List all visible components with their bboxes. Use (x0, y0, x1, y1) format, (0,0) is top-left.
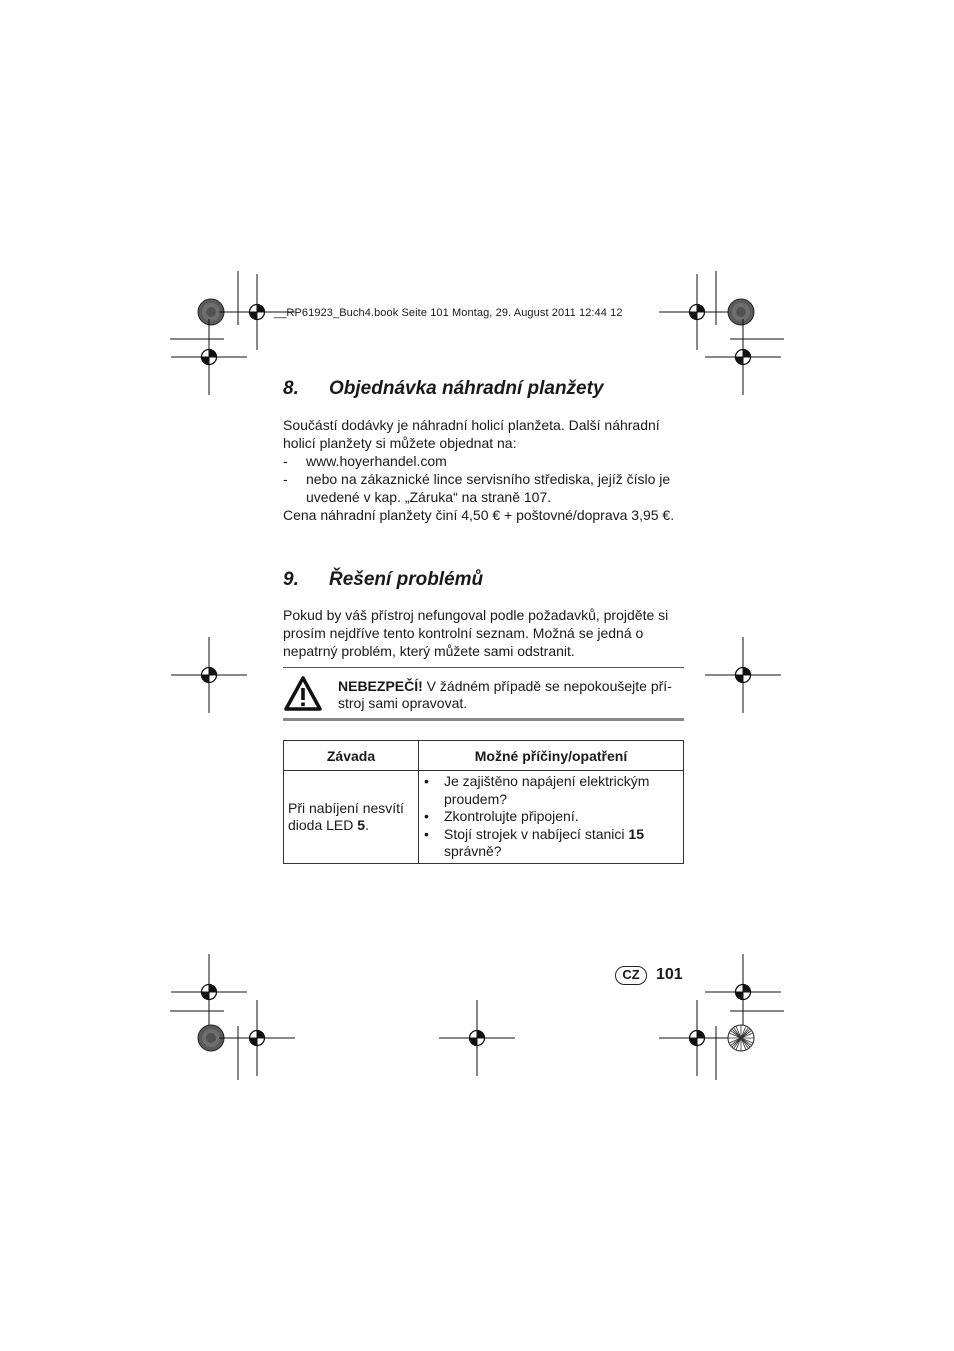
station-number: 15 (628, 825, 644, 842)
list-item (283, 470, 686, 506)
fault-text-end: . (365, 817, 369, 833)
file-header: __RP61923_Buch4.book Seite 101 Montag, 29. August 2011 12:44 12 (274, 307, 623, 319)
table-row (284, 771, 684, 864)
causes-cell (419, 771, 684, 864)
warning-message: V žádném případě se nepokoušejte pří-stroj sami opravovat. (338, 678, 672, 711)
price-line: Cena náhradní planžety činí 4,50 € + poštovné/doprava 3,95 €. (283, 507, 675, 523)
list-item (419, 826, 683, 861)
cause-text: Zkontrolujte připojení. (444, 808, 579, 825)
list-item (283, 452, 693, 470)
fault-led-number: 5 (357, 817, 366, 833)
list-item-text: www.hoyerhandel.com (306, 453, 447, 469)
section-9-intro: Pokud by váš přístroj nefungoval podle požadavků, projděte si prosím nejdříve tento kontrolní seznam. Možná se jedná o nepatrný problém, který můžete sami odstranit. (283, 607, 669, 659)
section-8-intro: Součástí dodávky je náhradní holicí planžeta. Další náhradní holicí planžety si můžete objednat na: (283, 417, 660, 451)
language-badge: CZ (615, 966, 647, 985)
causes-list (419, 773, 683, 861)
table-header-row (284, 741, 684, 771)
page-number: 101 (656, 966, 683, 983)
cause-text: Je zajištěno napájení elektrickým proudem? (444, 773, 650, 807)
warning-text (338, 678, 684, 712)
fault-cell (284, 771, 419, 864)
cause-text-end: správně? (444, 843, 502, 860)
section-9-heading (283, 569, 483, 591)
fault-text: Při nabíjení nesvítí dioda LED (288, 799, 404, 833)
bullet: • (424, 808, 429, 825)
section-8-heading (283, 378, 604, 400)
list-item-text: nebo na zákaznické lince servisního střediska, jejíž číslo je uvedené v kap. „Záruka“ na straně 107. (306, 471, 671, 505)
warning-triangle-icon (283, 675, 323, 713)
bullet: • (424, 773, 429, 790)
section-8-title: Objednávka náhradní planžety (329, 378, 604, 399)
column-header-fault: Závada (284, 741, 419, 771)
section-9-number: 9. (283, 569, 299, 590)
column-header-causes: Možné příčiny/opatření (419, 741, 684, 771)
section-9-title: Řešení problémů (329, 569, 484, 590)
troubleshooting-table (283, 740, 684, 864)
list-dash: - (283, 453, 288, 469)
list-dash: - (283, 471, 288, 487)
section-8-number: 8. (283, 378, 299, 399)
section-8-body (283, 416, 693, 524)
bullet: • (424, 825, 429, 842)
list-item (419, 773, 683, 808)
cause-text: Stojí strojek v nabíjecí stanici (444, 825, 629, 842)
warning-label: NEBEZPEČÍ! (338, 678, 423, 694)
list-item (419, 808, 683, 826)
